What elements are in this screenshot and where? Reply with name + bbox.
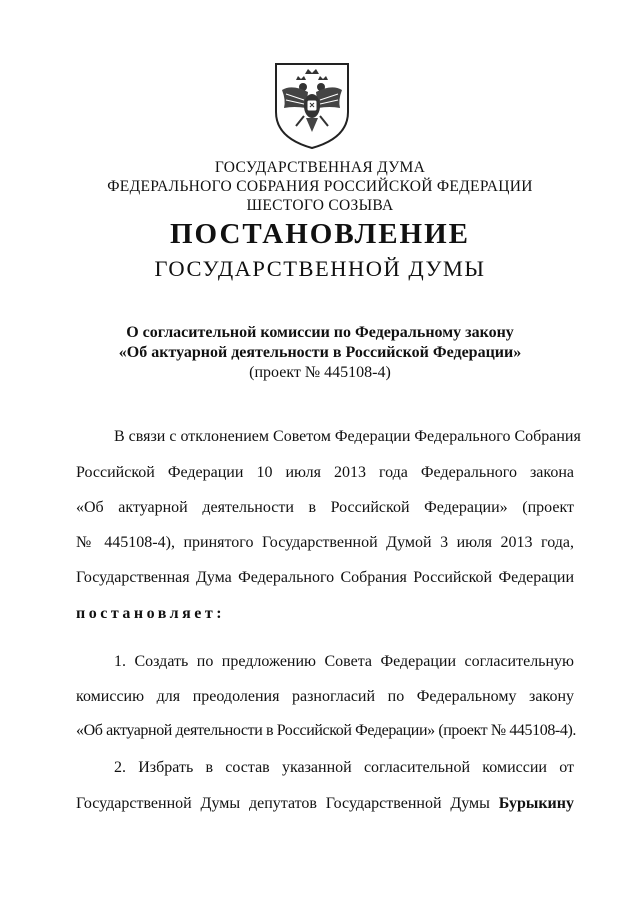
issuer-line-3: ШЕСТОГО СОЗЫВА [246,197,394,214]
item-2-line-1: 2. Избрать в состав указанной согласительной комиссии от [114,759,574,776]
issuer-header [0,158,640,215]
preamble-line-1: В связи с отклонением Советом Федерации Федерального Собрания [114,428,581,445]
deputy-name: Бурыкину [498,795,574,812]
item-2-line-2-text: Государственной Думы депутатов Государственной Думы [76,795,499,812]
issuer-line-1: ГОСУДАРСТВЕННАЯ ДУМА [214,159,426,176]
resolves-word: постановляет: [76,605,226,622]
item-1-line-3: «Об актуарной деятельности в Российской Федерации» (проект № 445108-4). [76,722,576,739]
item-1-line-1: 1. Создать по предложению Совета Федерации согласительную [114,653,574,670]
subject-line-3: (проект № 445108-4) [249,364,391,381]
preamble-line-4: № 445108-4), принятого Государственной Думой 3 июля 2013 года, [76,534,574,551]
issuer-line-2: ФЕДЕРАЛЬНОГО СОБРАНИЯ РОССИЙСКОЙ ФЕДЕРАЦИИ [107,178,533,195]
item-2-line-2 [76,795,574,813]
preamble-line-2: Российской Федерации 10 июля 2013 года Федерального закона [76,464,574,481]
item-1-line-2: комиссию для преодоления разногласий по Федеральному закону [76,688,574,705]
document-subtitle: ГОСУДАРСТВЕННОЙ ДУМЫ [154,256,486,281]
subject-line-2: «Об актуарной деятельности в Российской Федерации» [118,344,522,361]
document-title: ПОСТАНОВЛЕНИЕ [169,218,470,250]
preamble-line-3: «Об актуарной деятельности в Российской Федерации» (проект [76,499,574,516]
subject-line-1: О согласительной комиссии по Федеральному закону [126,324,514,341]
document-subject [0,323,640,383]
preamble-line-5: Государственная Дума Федерального Собрания Российской Федерации [76,569,574,586]
coat-of-arms-icon [272,60,352,150]
